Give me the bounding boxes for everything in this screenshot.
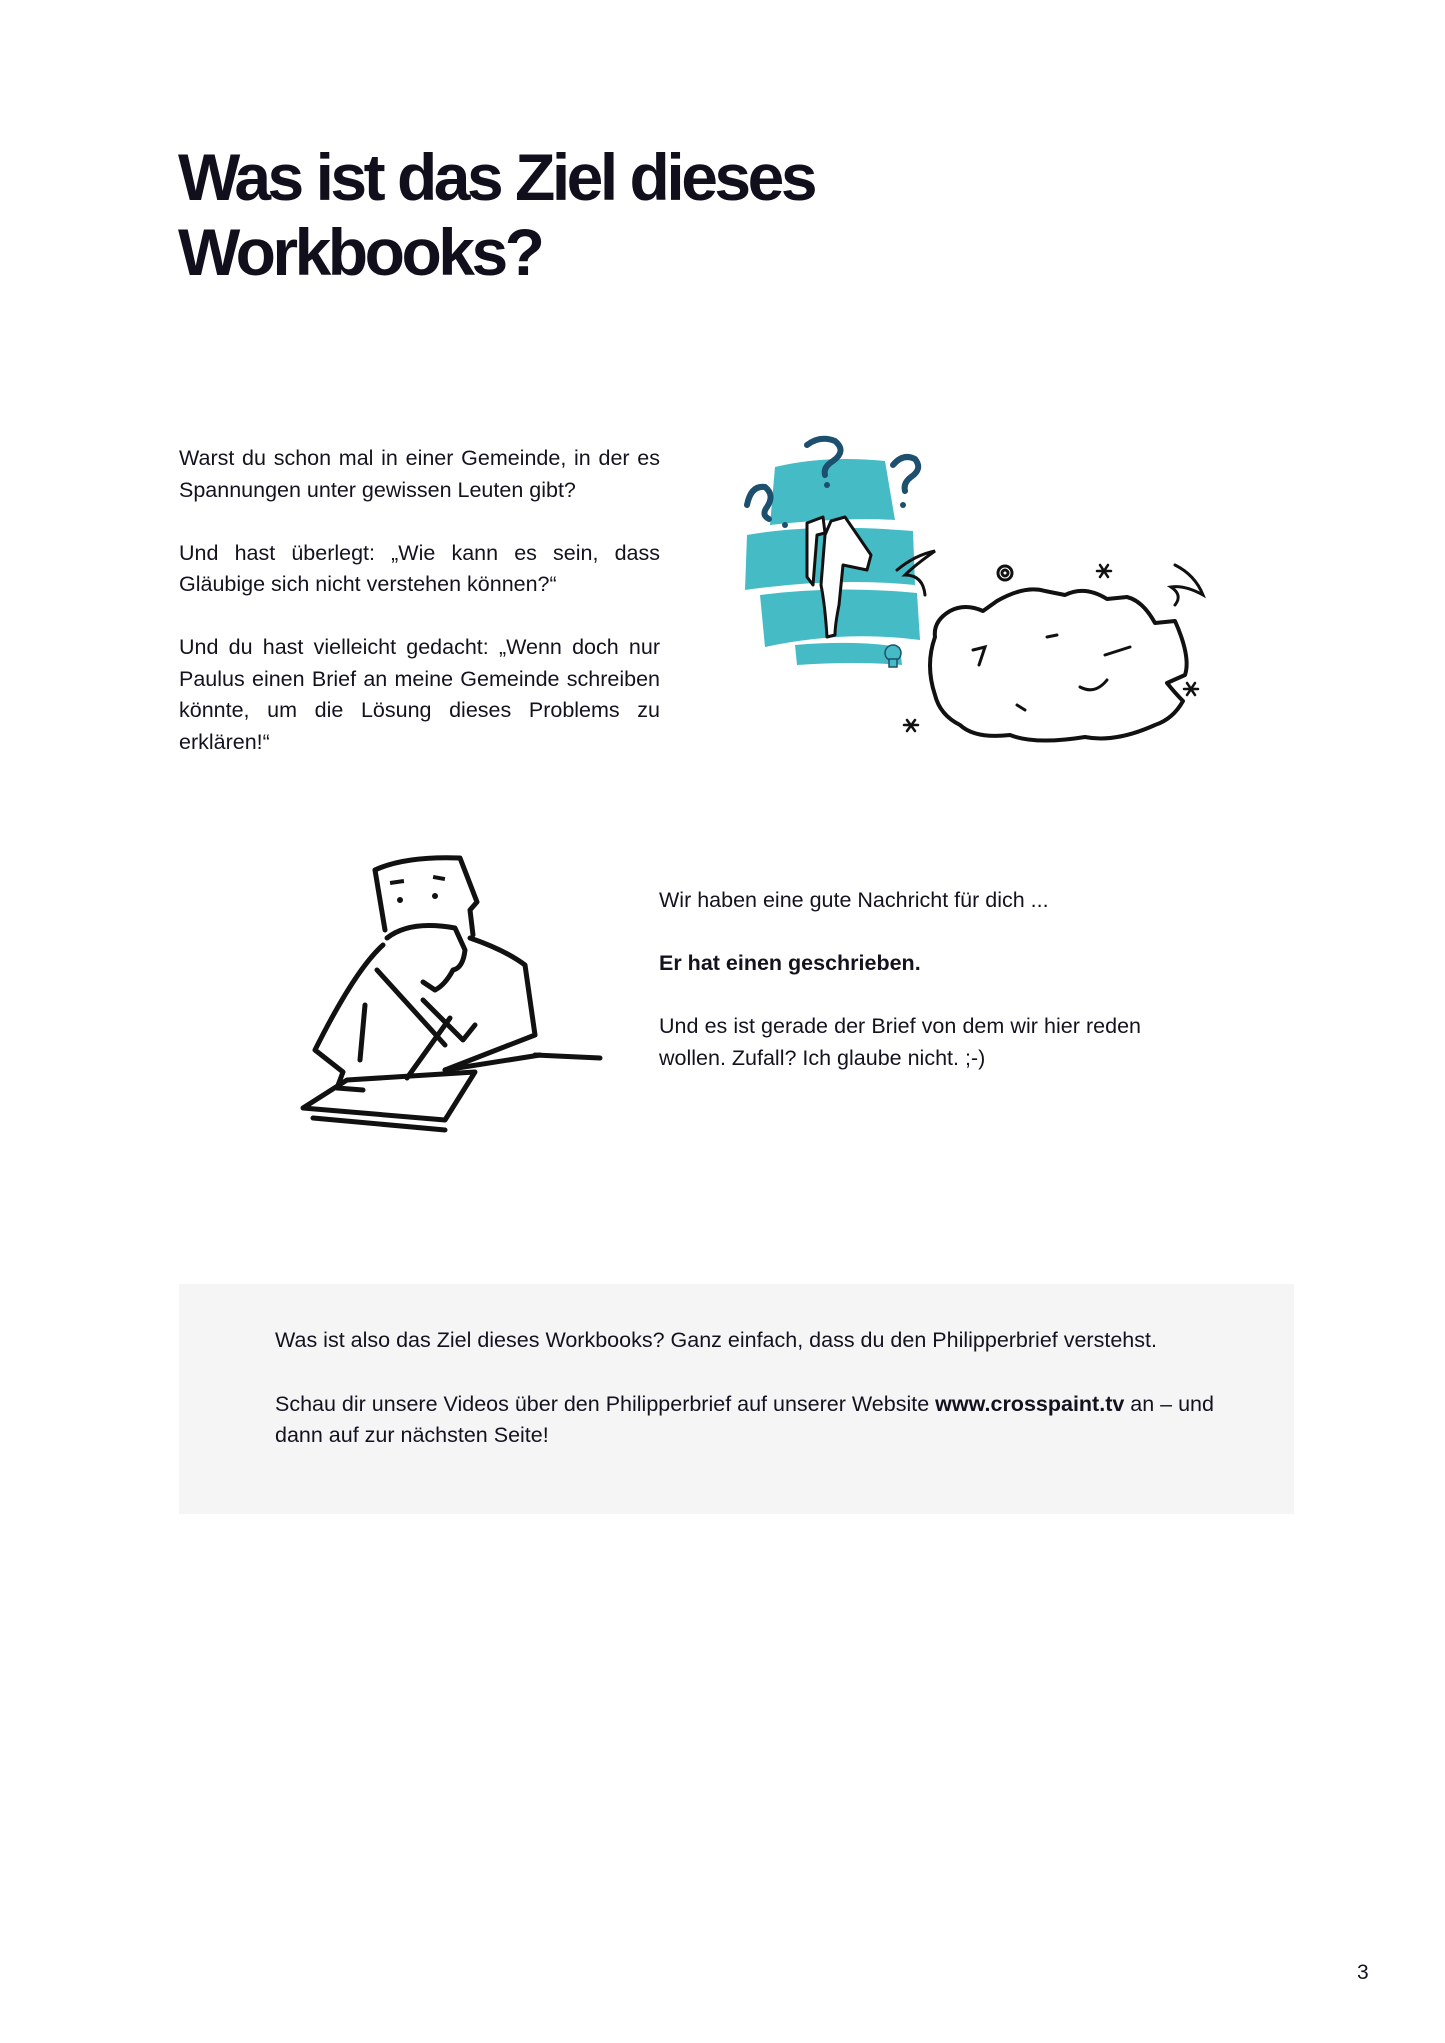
intro-paragraph-3: Und du hast vielleicht gedacht: „Wenn doch nur Paulus einen Brief an meine Gemeinde schreiben könnte, um die Lösung dieses Problems zu erklären!“: [179, 635, 660, 754]
goal-paragraph-1: Was ist also das Ziel dieses Workbooks? Ganz einfach, dass du den Philipperbrief verstehst.: [275, 1328, 1157, 1352]
conflict-illustration: [735, 425, 1235, 760]
intro-paragraph-1: Warst du schon mal in einer Gemeinde, in der es Spannungen unter gewissen Leuten gibt?: [179, 446, 660, 502]
goal-paragraph-2-suffix: an – und dann auf zur nächsten Seite!: [275, 1391, 1214, 1447]
page-title-line-2: Workbooks?: [178, 215, 542, 289]
conflict-drawing-icon: [735, 425, 1235, 760]
website-link[interactable]: www.crosspaint.tv: [935, 1391, 1125, 1416]
news-bold-line: Er hat einen geschrieben.: [659, 951, 921, 975]
writer-drawing-icon: [285, 850, 615, 1140]
page-number: 3: [1357, 1961, 1369, 1984]
intro-text: [179, 443, 660, 758]
news-line-1: Wir haben eine gute Nachricht für dich ...: [659, 888, 1049, 912]
intro-paragraph-2: Und hast überlegt: „Wie kann es sein, dass Gläubige sich nicht verstehen können?“: [179, 540, 660, 596]
goal-paragraph-2-prefix: Schau dir unsere Videos über den Philipperbrief auf unserer Website: [275, 1391, 936, 1416]
news-line-3: Und es ist gerade der Brief von dem wir hier reden wollen. Zufall? Ich glaube nicht. ;-): [659, 1014, 1141, 1070]
news-text: [659, 885, 1141, 1074]
paul-writing-illustration: [285, 850, 615, 1140]
page-title-line-1: Was ist das Ziel dieses: [178, 140, 815, 214]
goal-paragraph-2: [275, 1389, 1255, 1452]
page-title: [178, 140, 1078, 290]
goal-callout-box: [179, 1284, 1294, 1514]
